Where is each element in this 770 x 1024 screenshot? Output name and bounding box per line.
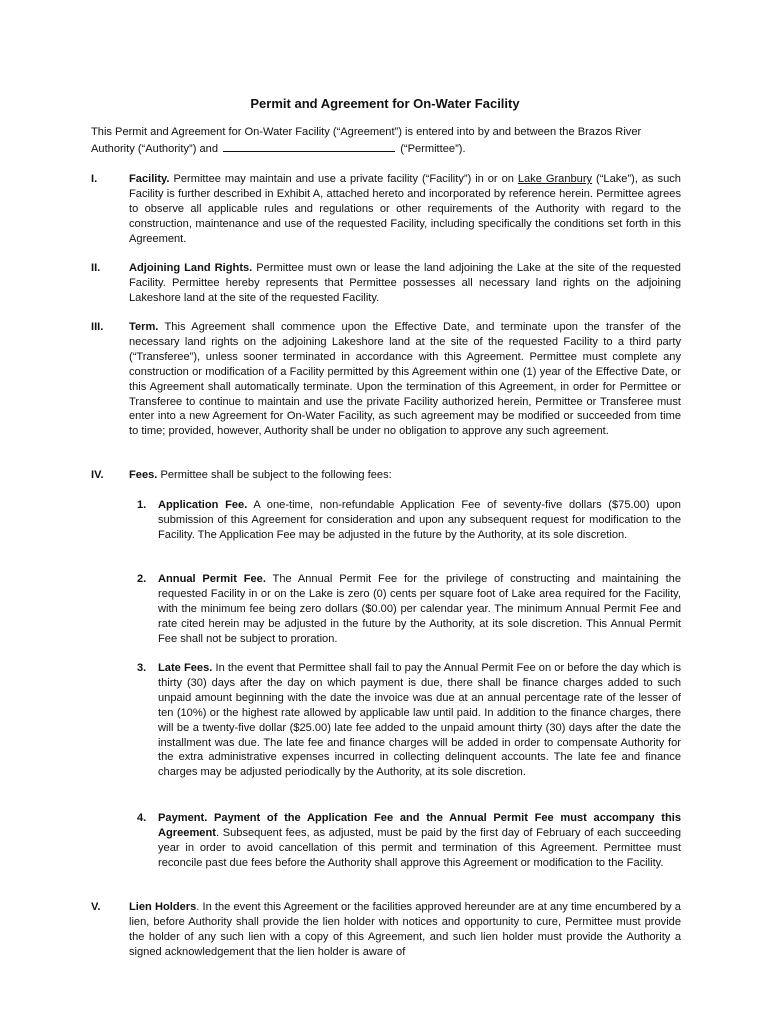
- section-text: . In the event this Agreement or the facilities approved hereunder are at any time encumbered by a lien, before Authority shall provide the lien holder with notices and opportunity to cure, Permittee must provide the holder of any such lien with a copy of this Agreement, and such lien holder must provide the Authority a signed acknowledgement that the lien holder is aware of: [129, 901, 681, 958]
- section-text: Permittee may maintain and use a private facility (“Facility”) in or on: [173, 173, 514, 185]
- section-text-cont: (“Lake”), as such Facility is further described in Exhibit A, attached hereto and incorporated by reference herein. Permittee agrees to observe all applicable rules and regulations or other requirements of the Authority with regard to the construction, maintenance and use of the requested Facility, including specifically the conditions set forth in this Agreement.: [129, 173, 681, 245]
- fee-number: 4.: [137, 812, 147, 824]
- intro-text-1: This Permit and Agreement for On-Water Facility (“Agreement”) is entered into by and between the Brazos River Authority (“Authority”) and: [91, 126, 642, 155]
- section-body: [129, 468, 681, 483]
- intro-paragraph: [91, 125, 681, 157]
- section-adjoining-land-rights: [91, 261, 681, 306]
- section-text: This Agreement shall commence upon the Effective Date, and terminate upon the transfer of the necessary land rights on the adjoining Lakeshore land at the site of the requested Facility to a third party (“Transferee”), unless sooner terminated in accordance with this Agreement. Permittee must complete any construction or modification of a Facility permitted by this Agreement within one (1) year of the Effective Date, or this Agreement shall automatically terminate. Upon the termination of this Agreement, in order for Permittee or Transferee to continue to maintain and use the private Facility authorized herein, Permittee or Transferee must enter into a new Agreement for On-Water Facility, as such agreement may be modified or succeeded from time to time; provided, however, Authority shall be under no obligation to approve any such agreement.: [129, 321, 681, 438]
- fee-text: A one-time, non-refundable Application Fee of seventy-five dollars ($75.00) upon submission of this Agreement for consideration and upon any subsequent request for modification to the Facility. The Application Fee may be adjusted in the future by the Authority, at its sole discretion.: [158, 499, 681, 541]
- fee-item-annual-permit: [137, 572, 681, 647]
- section-heading: Fees.: [129, 469, 158, 481]
- section-body: [129, 261, 681, 306]
- section-text: Permittee shall be subject to the following fees:: [160, 469, 392, 481]
- fee-text: . Subsequent fees, as adjusted, must be paid by the first day of February of each succeeding year in order to avoid cancellation of this permit and termination of this Agreement. Permittee must reconcile past due fees before the Authority shall approve this Agreement or modification to the Facility.: [158, 826, 681, 869]
- section-heading: Lien Holders: [129, 901, 197, 913]
- fee-text: In the event that Permittee shall fail to pay the Annual Permit Fee on or before the day which is thirty (30) days after the day on which payment is due, there shall be finance charges added to such unpaid amount beginning with the date the invoice was due at an annual percentage rate of the lesser of ten (10%) or the highest rate allowed by applicable law until paid. In addition to the finance charges, there will be a twenty-five dollar ($25.00) late fee added to the unpaid amount thirty (30) days after the date the installment was due. The late fee and finance charges will be added in order to compensate Authority for the extra administrative expenses incurred in collecting delinquent accounts. The late fee and finance charges may be adjusted periodically by the Authority, at its sole discretion.: [158, 662, 681, 779]
- section-body: [129, 172, 681, 247]
- intro-text-2: (“Permittee”).: [400, 142, 466, 155]
- fee-number: 2.: [137, 573, 147, 585]
- section-text: Permittee must own or lease the land adjoining the Lake at the site of the requested Facility. Permittee hereby represents that Permittee possesses all necessary land rights on the adjoining Lakeshore land at the site of the requested Facility.: [129, 262, 681, 304]
- fee-body: [158, 498, 681, 543]
- fee-body: [158, 661, 681, 780]
- fee-text: The Annual Permit Fee for the privilege of constructing and maintaining the requested Facility in or on the Lake is zero (0) cents per square foot of Lake area required for the Facility, with the minimum fee being zero dollars ($0.00) per calendar year. The minimum Annual Permit Fee and rate cited herein may be adjusted in the future by the Authority, at its sole discretion. This Annual Permit Fee shall not be subject to proration.: [158, 573, 681, 645]
- fee-body: [158, 572, 681, 647]
- section-body: [129, 320, 681, 439]
- section-number: III.: [91, 321, 104, 333]
- fee-body: [158, 811, 681, 871]
- fee-item-late-fees: [137, 661, 681, 780]
- section-facility: [91, 172, 681, 247]
- section-heading: Adjoining Land Rights.: [129, 262, 253, 274]
- fee-item-application: [137, 498, 681, 543]
- fee-number: 3.: [137, 662, 147, 674]
- section-lien-holders: [91, 900, 681, 960]
- fee-heading: Application Fee.: [158, 499, 248, 511]
- section-number: II.: [91, 262, 101, 274]
- permittee-name-blank[interactable]: [223, 140, 395, 152]
- section-number: V.: [91, 901, 101, 913]
- lake-name: Lake Granbury: [517, 173, 593, 185]
- fee-number: 1.: [137, 499, 147, 511]
- fee-item-payment: [137, 811, 681, 871]
- section-body: [129, 900, 681, 960]
- fee-heading: Payment: [158, 812, 205, 824]
- section-number: I.: [91, 173, 98, 185]
- section-term: [91, 320, 681, 439]
- section-number: IV.: [91, 469, 104, 481]
- section-fees: [91, 468, 681, 483]
- fee-heading: Annual Permit Fee.: [158, 573, 266, 585]
- fee-bold-text: . Payment of the Application Fee and the Annual Permit Fee must accompany this Agreement: [158, 812, 681, 839]
- section-heading: Term.: [129, 321, 159, 333]
- section-heading: Facility.: [129, 173, 170, 185]
- document-title: Permit and Agreement for On-Water Facility: [250, 96, 520, 111]
- fee-heading: Late Fees.: [158, 662, 213, 674]
